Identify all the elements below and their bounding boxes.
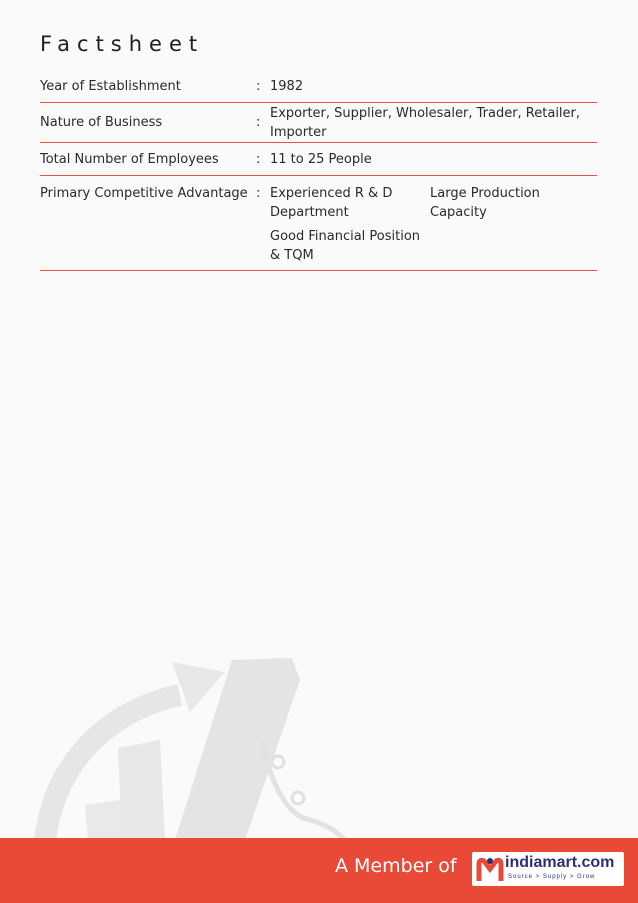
fact-label: Nature of Business [40, 115, 163, 130]
fact-separator: : [256, 78, 261, 94]
advantage-item: Large Production Capacity [430, 186, 540, 220]
fact-separator: : [256, 115, 261, 130]
advantage-item: Good Financial Position & TQM [270, 229, 421, 263]
indiamart-m-icon [476, 855, 504, 883]
fact-value: Exporter, Supplier, Wholesaler, Trader, Retailer, Importer [270, 105, 581, 140]
advantage-list [270, 184, 597, 265]
fact-value: 11 to 25 People [270, 151, 372, 167]
advantage-item: Experienced R & D Department [270, 186, 393, 220]
page-title: Factsheet [40, 32, 205, 56]
member-of-text: A Member of [335, 855, 457, 877]
fact-label: Primary Competitive Advantage [40, 186, 248, 201]
fact-label: Total Number of Employees [40, 151, 219, 167]
fact-row-year [40, 70, 597, 103]
fact-row-advantage [40, 176, 597, 271]
facts-table [40, 70, 597, 271]
logo-tagline: Source > Supply > Grow [508, 874, 596, 880]
fact-label: Year of Establishment [40, 78, 181, 94]
growth-chart-watermark [0, 640, 360, 840]
fact-row-nature [40, 103, 597, 143]
fact-value: 1982 [270, 78, 304, 94]
fact-row-employees [40, 143, 597, 176]
fact-separator: : [256, 151, 261, 167]
fact-separator: : [256, 186, 261, 201]
indiamart-logo[interactable] [472, 852, 624, 886]
logo-wordmark: indiamart.com [505, 854, 615, 871]
